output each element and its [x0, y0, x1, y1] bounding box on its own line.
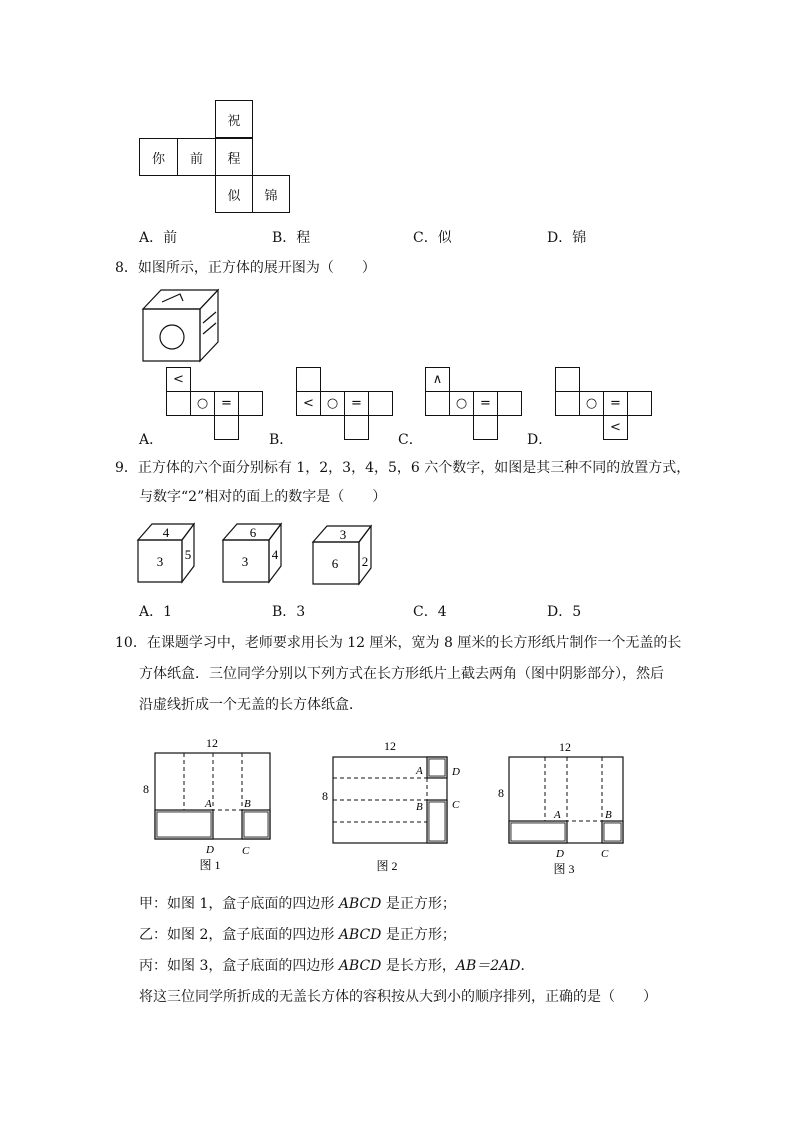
q7-option-c: C．似 [413, 230, 452, 246]
q7-option-a: A．前 [139, 230, 178, 246]
circle-symbol: ○ [326, 396, 339, 411]
net-face [344, 391, 369, 416]
circle-symbol: ○ [455, 396, 468, 411]
net-face [473, 391, 498, 416]
q8-option-c: C． [398, 432, 423, 448]
figure-caption: 图 2 [376, 859, 398, 873]
net-cell-qian: 前 [177, 138, 216, 176]
statement-suffix: 是正方形； [381, 927, 456, 943]
statement-prefix: 丙：如图 3，盒子底面的四边形 [139, 958, 339, 974]
length-label: 12 [559, 740, 571, 754]
point-b-label: B [416, 801, 423, 813]
q8-option-a: A． [139, 432, 164, 448]
q10-stem-line1: 10．在课题学习中，老师要求用长为 12 厘米，宽为 8 厘米的长方形纸片制作一个无盖的长 [115, 635, 682, 651]
point-c-label: C [601, 848, 609, 860]
net-face [603, 415, 628, 440]
net-face [166, 391, 191, 416]
q9-stem-line2: 与数字“2”相对的面上的数字是（ ） [139, 489, 387, 505]
equals-symbol: = [610, 396, 621, 411]
net-cell-ni: 你 [139, 138, 178, 176]
caret-symbol: ∧ [432, 372, 443, 387]
cube-front-number: 3 [156, 554, 164, 569]
length-label: 12 [384, 739, 396, 753]
q9-stem-line1: 9．正方体的六个面分别标有 1，2，3，4，5，6 六个数字，如图是其三种不同的放置方式， [115, 460, 691, 476]
q9-option-b: B．3 [272, 604, 306, 620]
q9-option-a: A．1 [139, 604, 173, 620]
q7-option-b: B．程 [272, 230, 311, 246]
width-label: 8 [322, 789, 328, 803]
cube-side-number: 5 [184, 547, 192, 562]
statement-yi [139, 926, 456, 944]
cube-side-number: 2 [361, 554, 369, 569]
circle-symbol: ○ [196, 396, 209, 411]
net-cell-si: 似 [215, 175, 253, 213]
net-face [555, 367, 580, 392]
net-face [449, 391, 474, 416]
net-cell-cheng: 程 [215, 138, 253, 176]
net-face [368, 391, 393, 416]
net-cell-jin: 锦 [252, 175, 290, 213]
q9-option-d: D．5 [547, 604, 582, 620]
point-b-label: B [605, 809, 612, 821]
statement-end: ． [520, 958, 535, 974]
q9-cube-2 [221, 520, 285, 584]
q8-option-b: B． [269, 432, 294, 448]
point-c-label: C [452, 799, 460, 811]
point-a-label: A [554, 809, 561, 821]
cube-front-number: 6 [331, 556, 339, 571]
net-face [555, 391, 580, 416]
net-face [238, 391, 263, 416]
net-face [214, 415, 239, 440]
point-d-label: D [452, 766, 460, 778]
q9-cube-1 [136, 520, 196, 584]
width-label: 8 [498, 786, 504, 800]
point-a-label: A [205, 798, 212, 810]
net-face [296, 391, 321, 416]
point-a-label: A [416, 765, 423, 777]
net-face [579, 391, 604, 416]
statement-math: ABCD [338, 958, 382, 974]
cube-top-number: 4 [162, 525, 170, 540]
q8-cube-figure [140, 285, 222, 365]
q9-cube-3 [311, 522, 375, 586]
width-label: 8 [143, 782, 149, 796]
q10-figure-1 [140, 735, 290, 875]
net-face [425, 391, 450, 416]
q10-figure-2 [315, 738, 475, 878]
less-than-symbol: < [610, 420, 621, 435]
net-cell-zhu: 祝 [215, 100, 253, 138]
statement-math: ABCD [338, 927, 382, 943]
cube-top-number: 3 [339, 527, 347, 542]
statement-jia [139, 895, 456, 913]
q8-stem: 8．如图所示，正方体的展开图为（ ） [115, 260, 376, 276]
q9-option-c: C．4 [413, 604, 447, 620]
cube-side-number: 4 [271, 547, 279, 562]
figure-caption: 图 3 [553, 862, 575, 876]
cube-top-number: 6 [249, 525, 257, 540]
statement-equation: AB＝2AD [455, 958, 521, 974]
net-face [497, 391, 522, 416]
point-d-label: D [556, 848, 564, 860]
figure-caption: 图 1 [199, 858, 221, 872]
q10-figure-3 [494, 735, 634, 880]
statement-prefix: 甲：如图 1，盒子底面的四边形 [139, 896, 339, 912]
less-than-symbol: < [303, 396, 314, 411]
statement-suffix: 是正方形； [381, 896, 456, 912]
net-face [425, 367, 450, 392]
q10-stem-line2: 方体纸盒．三位同学分别以下列方式在长方形纸片上截去两角（图中阴影部分），然后 [139, 666, 664, 682]
statement-prefix: 乙：如图 2，盒子底面的四边形 [139, 927, 339, 943]
less-than-symbol: < [173, 372, 184, 387]
length-label: 12 [206, 736, 218, 750]
equals-symbol: = [351, 396, 362, 411]
point-d-label: D [206, 844, 214, 856]
net-face [320, 391, 345, 416]
cube-front-number: 3 [241, 554, 249, 569]
q10-stem-line3: 沿虚线折成一个无盖的长方体纸盒． [139, 697, 363, 713]
equals-symbol: = [221, 396, 232, 411]
statement-bing [139, 957, 535, 975]
net-face [473, 415, 498, 440]
net-face [296, 367, 321, 392]
statement-math: ABCD [338, 896, 382, 912]
q7-option-d: D．锦 [547, 230, 587, 246]
net-face [627, 391, 652, 416]
q10-question: 将这三位同学所折成的无盖长方体的容积按从大到小的顺序排列，正确的是（ ） [139, 989, 657, 1005]
circle-symbol: ○ [585, 396, 598, 411]
q8-option-d: D． [527, 432, 553, 448]
net-face [166, 367, 191, 392]
net-face [214, 391, 239, 416]
net-face [344, 415, 369, 440]
point-c-label: C [242, 845, 250, 857]
statement-suffix: 是长方形， [381, 958, 456, 974]
net-face [190, 391, 215, 416]
point-b-label: B [244, 798, 251, 810]
net-face [603, 391, 628, 416]
equals-symbol: = [480, 396, 491, 411]
